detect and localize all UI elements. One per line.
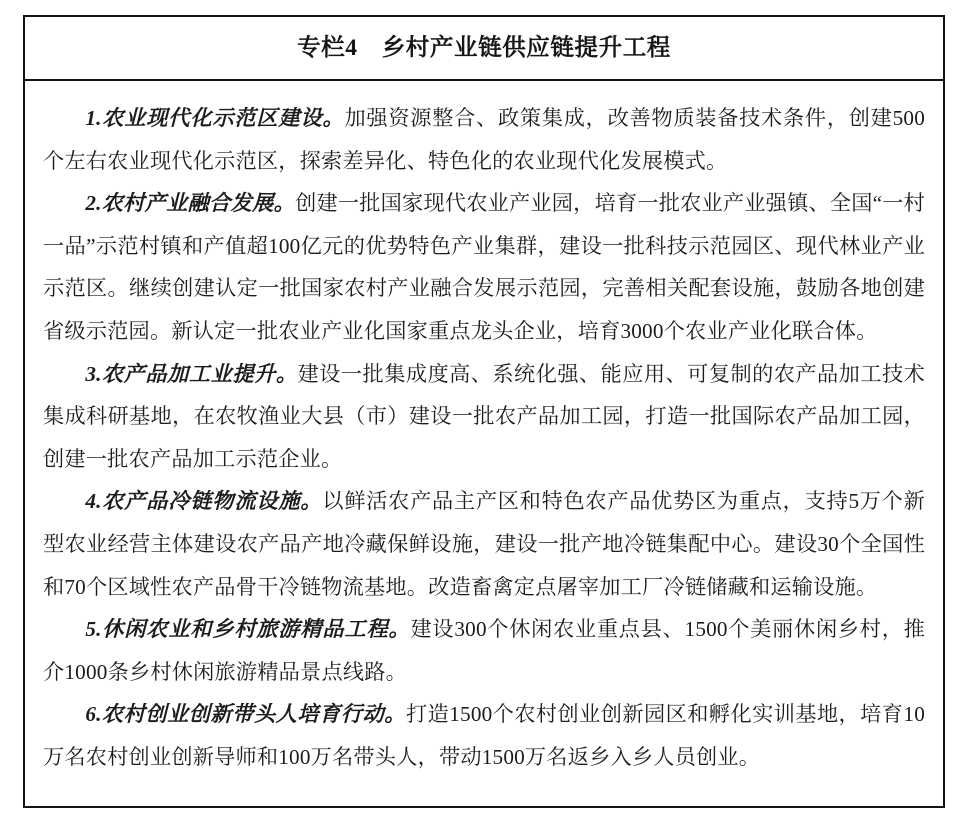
callout-title: 专栏4 乡村产业链供应链提升工程 [297,34,671,61]
item-number-5: 5. [85,617,102,642]
callout-item-5 [43,608,925,693]
callout-body [25,81,943,789]
item-number-6: 6. [85,702,102,727]
callout-item-3 [43,353,925,481]
item-lead-3: 农产品加工业提升。 [101,361,298,386]
item-number-4: 4. [85,489,102,514]
callout-box-table [23,15,945,808]
item-lead-2: 农村产业融合发展。 [101,191,296,216]
callout-item-1 [43,97,925,182]
callout-item-2 [43,182,925,352]
item-number-2: 2. [85,191,102,216]
item-number-1: 1. [85,106,102,130]
item-body-4: 以鲜活农产品主产区和特色农产品优势区为重点，支持5万个新型农业经营主体建设农产品产地冷藏保鲜设施，建设一批产地冷链集配中心。建设30个全国性和70个区域性农产品骨干冷链物流基地。改造畜禽定点屠宰加工厂冷链储藏和运输设施。 [43,489,925,599]
item-body-6: 打造1500个农村创业创新园区和孵化实训基地，培育10万名农村创业创新导师和100万名带头人，带动1500万名返乡入乡人员创业。 [43,702,926,769]
item-lead-5: 休闲农业和乡村旅游精品工程。 [101,617,411,642]
item-number-3: 3. [85,361,102,386]
item-body-1: 加强资源整合、政策集成，改善物质装备技术条件，创建500个左右农业现代化示范区，探索差异化、特色化的农业现代化发展模式。 [43,106,925,173]
item-lead-1: 农业现代化示范区建设。 [101,106,345,130]
item-lead-4: 农产品冷链物流设施。 [101,489,323,514]
callout-header-row [25,17,943,81]
item-lead-6: 农村创业创新带头人培育行动。 [101,702,406,727]
item-body-5: 建设300个休闲农业重点县、1500个美丽休闲乡村，推介1000条乡村休闲旅游精品景点线路。 [43,617,926,684]
callout-item-4 [43,480,925,608]
item-body-3: 建设一批集成度高、系统化强、能应用、可复制的农产品加工技术集成科研基地，在农牧渔业大县（市）建设一批农产品加工园，打造一批国际农产品加工园，创建一批农产品加工示范企业。 [43,361,925,471]
item-body-2: 创建一批国家现代农业产业园，培育一批农业产业强镇、全国“一村一品”示范村镇和产值超100亿元的优势特色产业集群，建设一批科技示范园区、现代林业产业示范区。继续创建认定一批国家农村产业融合发展示范园，完善相关配套设施，鼓励各地创建省级示范园。新认定一批农业产业化国家重点龙头企业，培育3000个农业产业化联合体。 [43,191,926,343]
callout-item-6 [43,693,925,778]
